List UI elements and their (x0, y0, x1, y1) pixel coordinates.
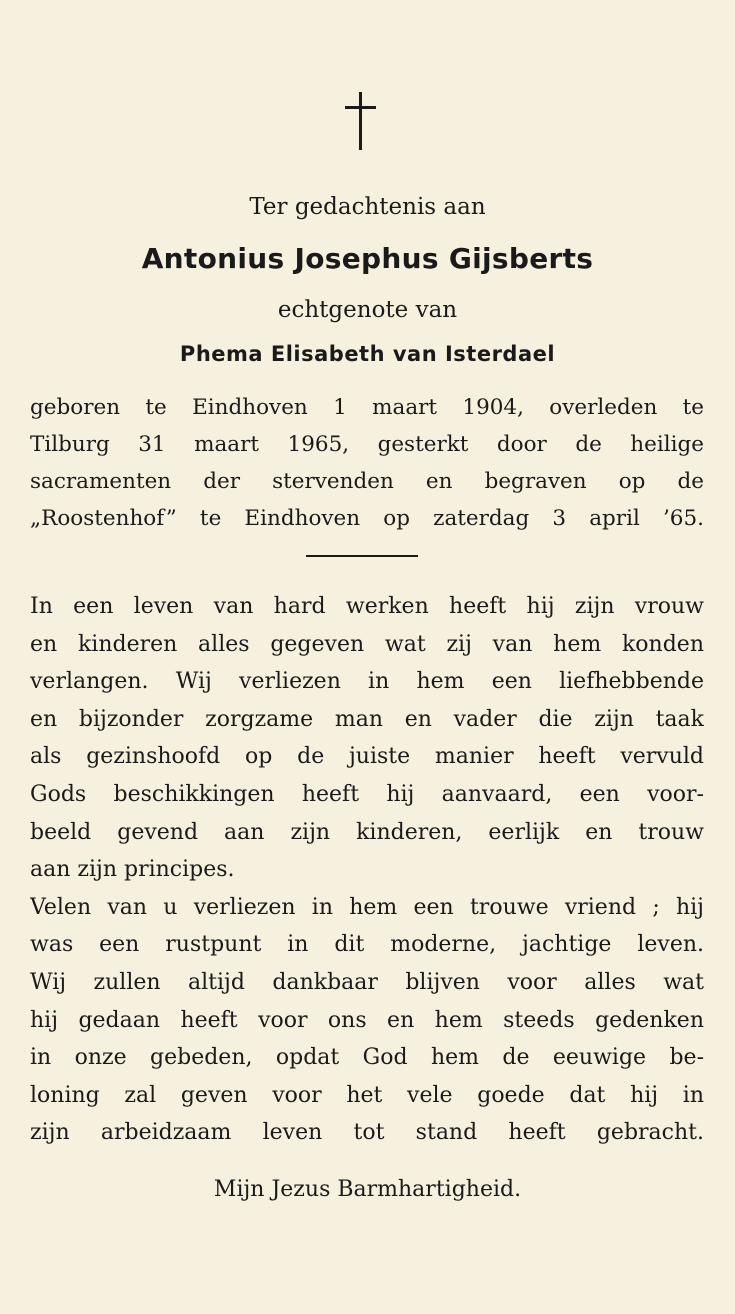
closing-prayer: Mijn Jezus Barmhartigheid. (213, 1177, 522, 1202)
tribute-line: hij gedaan heeft voor ons en hem steeds gedenken (30, 1007, 704, 1033)
intro-text: Ter gedachtenis aan (249, 194, 486, 220)
tribute-line: beeld gevend aan zijn kinderen, eerlijk en trouw (30, 819, 704, 845)
biography (30, 389, 704, 537)
tribute-line: en kinderen alles gegeven wat zij van hem konden (30, 631, 704, 657)
biography-line: geboren te Eindhoven 1 maart 1904, overleden te (30, 395, 704, 420)
tribute-line: aan zijn principes. (30, 857, 235, 883)
tribute-line: was een rustpunt in dit moderne, jachtige leven. (30, 932, 704, 958)
deceased-name: Antonius Josephus Gijsberts (141, 242, 594, 275)
tribute-line: in onze gebeden, opdat God hem de eeuwige be- (30, 1045, 704, 1071)
biography-line: „Roostenhof” te Eindhoven op zaterdag 3 april ’65. (30, 506, 704, 531)
tribute-line: als gezinshoofd op de juiste manier heeft vervuld (30, 744, 704, 770)
tribute-line: en bijzonder zorgzame man en vader die zijn taak (30, 706, 704, 732)
cross-icon (341, 92, 381, 152)
biography-line: sacramenten der stervenden en begraven op de (30, 469, 704, 494)
tribute-line: Velen van u verliezen in hem een trouwe vriend ; hij (30, 894, 704, 920)
biography-line: Tilburg 31 maart 1965, gesterkt door de heilige (30, 432, 704, 457)
tribute-line: zijn arbeidzaam leven tot stand heeft gebracht. (30, 1120, 704, 1146)
divider (306, 555, 418, 557)
spouse-label: echtgenote van (277, 297, 458, 323)
tribute-line: Wij zullen altijd dankbaar blijven voor alles wat (30, 969, 704, 995)
tribute-text (30, 588, 704, 1152)
tribute-line: Gods beschikkingen heeft hij aanvaard, een voor- (30, 781, 704, 807)
tribute-line: verlangen. Wij verliezen in hem een liefhebbende (30, 669, 704, 695)
tribute-line: loning zal geven voor het vele goede dat hij in (30, 1082, 704, 1108)
spouse-name: Phema Elisabeth van Isterdael (179, 342, 556, 366)
tribute-line: In een leven van hard werken heeft hij zijn vrouw (30, 594, 704, 619)
